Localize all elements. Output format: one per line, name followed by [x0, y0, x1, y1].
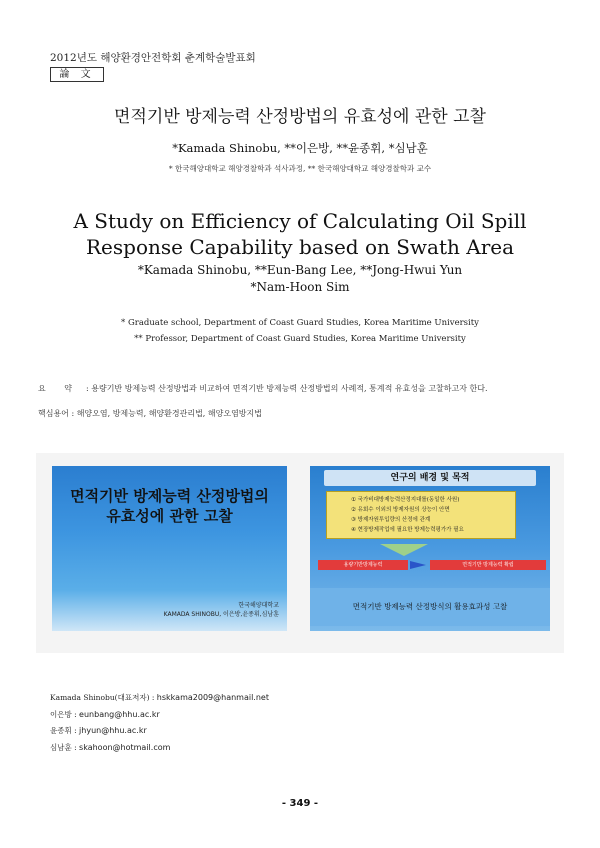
slide-author-names: KAMADA SHINOBU, 이은방,윤종휘,심남훈	[163, 611, 279, 618]
slide-title-line2: 유효성에 관한 고찰	[106, 507, 233, 525]
contact-email[interactable]: eunbang@hhu.ac.kr	[79, 709, 160, 719]
down-arrow-icon	[380, 544, 428, 556]
bar-left-label: 용량기반방제능력	[318, 560, 408, 570]
slide2-heading: 연구의 배경 및 목적	[324, 470, 536, 486]
slide2-conclusion: 면적기반 방제능력 산정방식의 활용효과성 고찰	[310, 588, 550, 626]
contact-entry: 이은방 : eunbang@hhu.ac.kr	[50, 709, 160, 719]
keywords	[38, 408, 262, 419]
slide2-comparison-bar	[318, 560, 546, 570]
affiliation-english-line1: * Graduate school, Department of Coast Guard Studies, Korea Maritime University	[121, 318, 479, 328]
contact-entry: 심남훈 : skahoon@hotmail.com	[50, 742, 171, 752]
slide2-item-box	[326, 491, 516, 539]
contact-name: 심남훈	[50, 742, 72, 752]
page-number: - 349 -	[281, 798, 319, 809]
slide-org-name: 한국해양대학교	[238, 602, 279, 609]
slide-title	[52, 486, 287, 526]
contact-entry: 윤종휘 : jhyun@hhu.ac.kr	[50, 726, 147, 735]
authors-english-line1: *Kamada Shinobu, **Eun-Bang Lee, **Jong-Hwui Yun	[137, 263, 463, 277]
slide2-item: ② 유회수 이외의 방제자원의 상능이 안면	[351, 507, 450, 513]
keywords-text: : 해양오염, 방제능력, 해양환경관리법, 해양오염방지법	[71, 409, 262, 418]
contact-list	[50, 690, 269, 756]
contact-email[interactable]: hskkama2009@hanmail.net	[156, 693, 269, 702]
contact-name: 이은방	[50, 709, 72, 719]
title-english: A Study on Efficiency of Calculating Oil Spill Response Capability based on Swath Area	[73, 209, 527, 259]
conference-header: 2012년도 해양환경안전학회 춘계학술발표회	[50, 52, 256, 64]
title-slide	[52, 466, 287, 631]
slide-title-line1: 면적기반 방제능력 산정방법의	[70, 487, 269, 505]
keywords-label: 핵심용어	[38, 409, 69, 418]
authors-english-line2: *Nam-Hoon Sim	[250, 280, 350, 294]
abstract	[38, 383, 488, 394]
contact-name: Kamada Shinobu(대표저자)	[50, 693, 150, 702]
bar-right-label: 면적기반 방제능력 확립	[430, 560, 546, 570]
title-korean: 면적기반 방제능력 산정방법의 유효성에 관한 고찰	[114, 107, 486, 127]
slide-org	[164, 601, 279, 619]
contact-entry: Kamada Shinobu(대표저자) : hskkama2009@hanmail.net	[50, 693, 269, 702]
affiliation-english	[0, 315, 600, 347]
contact-email[interactable]: jhyun@hhu.ac.kr	[79, 726, 147, 735]
authors-english	[0, 262, 600, 296]
abstract-text: : 용량기반 방제능력 산정방법과 비교하여 면적기반 방제능력 산정방법의 사례적, 통계적 유효성을 고찰하고자 한다.	[86, 384, 488, 393]
slide2-item: ③ 방제자원투입량의 산정에 관계	[351, 517, 431, 523]
contact-name: 윤종휘	[50, 726, 72, 735]
affiliation-english-line2: ** Professor, Department of Coast Guard Studies, Korea Maritime University	[134, 334, 466, 344]
affiliation-korean: * 한국해양대학교 해양경찰학과 석사과정, ** 한국해양대학교 해양경찰학과 교수	[168, 164, 432, 173]
background-slide	[310, 466, 550, 631]
contact-email[interactable]: skahoon@hotmail.com	[79, 742, 171, 752]
authors-korean: *Kamada Shinobu, **이은방, **윤종휘, *심남훈	[172, 141, 428, 155]
abstract-label: 요 약	[38, 384, 80, 393]
paper-type-badge: 論 文	[50, 67, 104, 82]
slide2-item: ① 국가비대방제능력산정지대를(동일한 사원)	[351, 497, 460, 503]
right-arrow-icon	[410, 561, 426, 569]
slide2-item: ④ 현장방제작업에 필요한 방제능력평가가 필요	[351, 527, 464, 533]
